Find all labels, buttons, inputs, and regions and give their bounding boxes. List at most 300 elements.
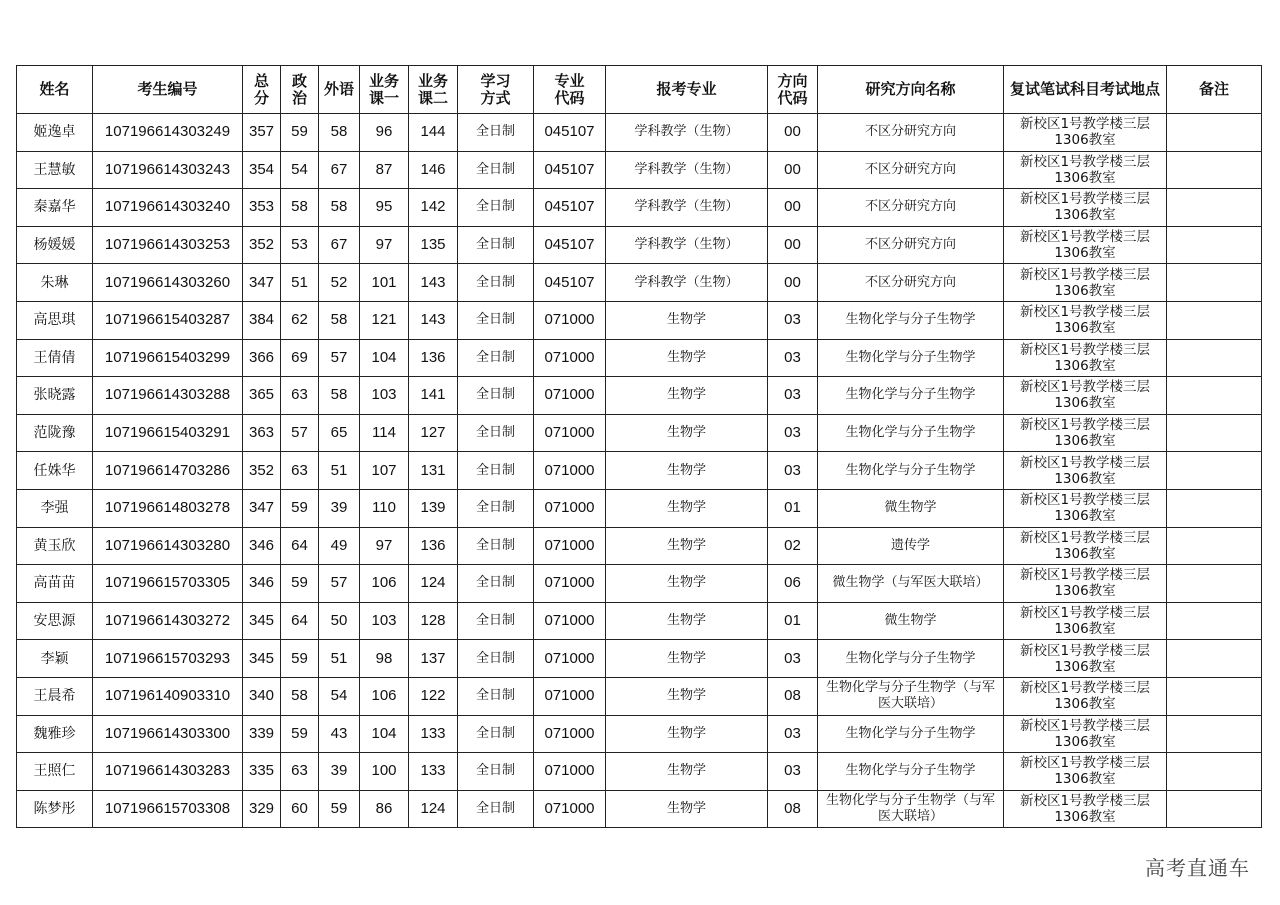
header-direction-name: 研究方向名称	[818, 66, 1004, 114]
cell-course2: 136	[409, 527, 458, 565]
cell-direction-name: 生物化学与分子生物学	[818, 452, 1004, 490]
admission-table	[16, 65, 1262, 828]
cell-direction-name: 生物化学与分子生物学	[818, 377, 1004, 415]
cell-exam-location: 新校区1号教学楼三层1306教室	[1004, 640, 1167, 678]
cell-major-code: 071000	[534, 377, 606, 415]
cell-remarks	[1167, 790, 1262, 828]
cell-politics: 59	[281, 715, 319, 753]
table-row	[17, 264, 1262, 302]
cell-remarks	[1167, 151, 1262, 189]
header-exam-id: 考生编号	[93, 66, 243, 114]
cell-major: 生物学	[606, 489, 768, 527]
cell-major-code: 045107	[534, 264, 606, 302]
cell-course2: 135	[409, 226, 458, 264]
cell-total: 354	[243, 151, 281, 189]
cell-study-mode: 全日制	[458, 790, 534, 828]
header-language: 外语	[319, 66, 360, 114]
cell-course1: 87	[360, 151, 409, 189]
cell-major: 学科教学（生物）	[606, 189, 768, 227]
cell-major: 学科教学（生物）	[606, 226, 768, 264]
cell-direction-name: 不区分研究方向	[818, 189, 1004, 227]
cell-remarks	[1167, 715, 1262, 753]
cell-course2: 122	[409, 677, 458, 715]
cell-major: 生物学	[606, 753, 768, 791]
cell-course2: 133	[409, 753, 458, 791]
header-row	[17, 66, 1262, 114]
cell-name: 范陇豫	[17, 414, 93, 452]
cell-total: 366	[243, 339, 281, 377]
cell-course1: 104	[360, 715, 409, 753]
cell-direction-code: 03	[768, 301, 818, 339]
cell-course2: 128	[409, 602, 458, 640]
cell-language: 51	[319, 452, 360, 490]
cell-exam-location: 新校区1号教学楼三层1306教室	[1004, 565, 1167, 603]
cell-course1: 97	[360, 527, 409, 565]
cell-remarks	[1167, 565, 1262, 603]
cell-study-mode: 全日制	[458, 565, 534, 603]
cell-exam-id: 107196614303280	[93, 527, 243, 565]
cell-exam-id: 107196615703308	[93, 790, 243, 828]
cell-exam-id: 107196614303260	[93, 264, 243, 302]
cell-exam-id: 107196615403291	[93, 414, 243, 452]
cell-remarks	[1167, 377, 1262, 415]
cell-direction-name: 不区分研究方向	[818, 114, 1004, 152]
cell-total: 352	[243, 226, 281, 264]
cell-politics: 64	[281, 602, 319, 640]
table-row	[17, 377, 1262, 415]
cell-name: 秦嘉华	[17, 189, 93, 227]
cell-name: 魏雅珍	[17, 715, 93, 753]
cell-course2: 143	[409, 264, 458, 302]
header-study-mode: 学习方式	[458, 66, 534, 114]
cell-exam-location: 新校区1号教学楼三层1306教室	[1004, 226, 1167, 264]
cell-exam-id: 107196614303240	[93, 189, 243, 227]
cell-exam-location: 新校区1号教学楼三层1306教室	[1004, 753, 1167, 791]
cell-exam-id: 107196615403287	[93, 301, 243, 339]
cell-remarks	[1167, 489, 1262, 527]
cell-politics: 51	[281, 264, 319, 302]
cell-total: 329	[243, 790, 281, 828]
cell-major: 生物学	[606, 565, 768, 603]
cell-remarks	[1167, 527, 1262, 565]
cell-name: 高思琪	[17, 301, 93, 339]
cell-direction-code: 08	[768, 677, 818, 715]
cell-course2: 136	[409, 339, 458, 377]
cell-remarks	[1167, 640, 1262, 678]
cell-name: 王慧敏	[17, 151, 93, 189]
cell-study-mode: 全日制	[458, 151, 534, 189]
cell-language: 67	[319, 151, 360, 189]
cell-study-mode: 全日制	[458, 226, 534, 264]
cell-language: 65	[319, 414, 360, 452]
cell-direction-code: 00	[768, 114, 818, 152]
cell-direction-code: 03	[768, 715, 818, 753]
cell-course1: 100	[360, 753, 409, 791]
cell-politics: 59	[281, 640, 319, 678]
cell-course1: 106	[360, 677, 409, 715]
cell-remarks	[1167, 414, 1262, 452]
cell-exam-location: 新校区1号教学楼三层1306教室	[1004, 602, 1167, 640]
cell-total: 345	[243, 602, 281, 640]
table-row	[17, 301, 1262, 339]
cell-course2: 131	[409, 452, 458, 490]
cell-language: 58	[319, 377, 360, 415]
cell-direction-name: 生物化学与分子生物学	[818, 414, 1004, 452]
cell-exam-id: 107196614303288	[93, 377, 243, 415]
cell-total: 346	[243, 565, 281, 603]
cell-exam-id: 107196140903310	[93, 677, 243, 715]
cell-direction-code: 06	[768, 565, 818, 603]
cell-total: 339	[243, 715, 281, 753]
cell-major: 生物学	[606, 715, 768, 753]
header-direction-code: 方向代码	[768, 66, 818, 114]
cell-major-code: 071000	[534, 753, 606, 791]
cell-major: 生物学	[606, 527, 768, 565]
cell-total: 363	[243, 414, 281, 452]
cell-direction-code: 00	[768, 151, 818, 189]
cell-direction-name: 微生物学	[818, 489, 1004, 527]
cell-language: 54	[319, 677, 360, 715]
cell-name: 李颖	[17, 640, 93, 678]
cell-major: 生物学	[606, 339, 768, 377]
cell-direction-name: 生物化学与分子生物学（与军医大联培）	[818, 790, 1004, 828]
cell-exam-id: 107196614303300	[93, 715, 243, 753]
cell-course1: 103	[360, 602, 409, 640]
header-course2: 业务课二	[409, 66, 458, 114]
cell-direction-code: 03	[768, 339, 818, 377]
cell-language: 43	[319, 715, 360, 753]
cell-total: 384	[243, 301, 281, 339]
cell-direction-name: 不区分研究方向	[818, 226, 1004, 264]
cell-study-mode: 全日制	[458, 264, 534, 302]
cell-exam-location: 新校区1号教学楼三层1306教室	[1004, 114, 1167, 152]
watermark: 高考直通车	[1145, 856, 1250, 880]
cell-study-mode: 全日制	[458, 452, 534, 490]
cell-remarks	[1167, 602, 1262, 640]
cell-major-code: 071000	[534, 489, 606, 527]
cell-politics: 58	[281, 677, 319, 715]
cell-direction-name: 生物化学与分子生物学	[818, 753, 1004, 791]
cell-total: 335	[243, 753, 281, 791]
cell-direction-name: 生物化学与分子生物学	[818, 339, 1004, 377]
cell-exam-id: 107196615703305	[93, 565, 243, 603]
cell-politics: 63	[281, 753, 319, 791]
cell-study-mode: 全日制	[458, 753, 534, 791]
cell-exam-location: 新校区1号教学楼三层1306教室	[1004, 715, 1167, 753]
cell-language: 39	[319, 489, 360, 527]
table-row	[17, 489, 1262, 527]
cell-politics: 59	[281, 489, 319, 527]
cell-major: 生物学	[606, 677, 768, 715]
cell-direction-code: 00	[768, 189, 818, 227]
table-row	[17, 790, 1262, 828]
cell-course2: 139	[409, 489, 458, 527]
header-major: 报考专业	[606, 66, 768, 114]
cell-direction-name: 不区分研究方向	[818, 151, 1004, 189]
cell-major-code: 045107	[534, 151, 606, 189]
cell-name: 姬逸卓	[17, 114, 93, 152]
table-row	[17, 189, 1262, 227]
cell-course1: 103	[360, 377, 409, 415]
cell-politics: 53	[281, 226, 319, 264]
cell-direction-name: 微生物学	[818, 602, 1004, 640]
cell-total: 365	[243, 377, 281, 415]
cell-direction-name: 生物化学与分子生物学（与军医大联培）	[818, 677, 1004, 715]
cell-study-mode: 全日制	[458, 602, 534, 640]
cell-total: 340	[243, 677, 281, 715]
table-row	[17, 677, 1262, 715]
cell-politics: 54	[281, 151, 319, 189]
cell-major: 生物学	[606, 301, 768, 339]
cell-direction-name: 微生物学（与军医大联培）	[818, 565, 1004, 603]
cell-remarks	[1167, 339, 1262, 377]
cell-exam-id: 107196614303253	[93, 226, 243, 264]
cell-language: 59	[319, 790, 360, 828]
cell-exam-location: 新校区1号教学楼三层1306教室	[1004, 527, 1167, 565]
cell-major-code: 045107	[534, 114, 606, 152]
cell-name: 杨媛媛	[17, 226, 93, 264]
cell-major: 生物学	[606, 640, 768, 678]
cell-total: 352	[243, 452, 281, 490]
cell-study-mode: 全日制	[458, 339, 534, 377]
cell-course1: 98	[360, 640, 409, 678]
cell-language: 57	[319, 339, 360, 377]
cell-language: 58	[319, 114, 360, 152]
cell-remarks	[1167, 677, 1262, 715]
cell-language: 52	[319, 264, 360, 302]
cell-direction-name: 遗传学	[818, 527, 1004, 565]
table-row	[17, 226, 1262, 264]
table-row	[17, 527, 1262, 565]
cell-politics: 64	[281, 527, 319, 565]
cell-direction-code: 03	[768, 377, 818, 415]
cell-exam-location: 新校区1号教学楼三层1306教室	[1004, 489, 1167, 527]
cell-language: 57	[319, 565, 360, 603]
cell-name: 任姝华	[17, 452, 93, 490]
header-name: 姓名	[17, 66, 93, 114]
cell-politics: 62	[281, 301, 319, 339]
cell-name: 王照仁	[17, 753, 93, 791]
cell-language: 39	[319, 753, 360, 791]
cell-course2: 142	[409, 189, 458, 227]
cell-major-code: 071000	[534, 565, 606, 603]
cell-name: 张晓露	[17, 377, 93, 415]
cell-major-code: 071000	[534, 790, 606, 828]
cell-major-code: 071000	[534, 452, 606, 490]
cell-major: 生物学	[606, 602, 768, 640]
cell-politics: 58	[281, 189, 319, 227]
cell-course2: 144	[409, 114, 458, 152]
cell-name: 高苗苗	[17, 565, 93, 603]
cell-name: 安思源	[17, 602, 93, 640]
cell-name: 王倩倩	[17, 339, 93, 377]
cell-language: 58	[319, 189, 360, 227]
table-row	[17, 339, 1262, 377]
cell-direction-code: 00	[768, 226, 818, 264]
cell-direction-code: 03	[768, 414, 818, 452]
header-exam-location: 复试笔试科目考试地点	[1004, 66, 1167, 114]
cell-course2: 141	[409, 377, 458, 415]
cell-direction-code: 08	[768, 790, 818, 828]
cell-direction-name: 不区分研究方向	[818, 264, 1004, 302]
cell-politics: 63	[281, 377, 319, 415]
table-row	[17, 640, 1262, 678]
cell-study-mode: 全日制	[458, 377, 534, 415]
cell-exam-location: 新校区1号教学楼三层1306教室	[1004, 189, 1167, 227]
cell-exam-id: 107196614303243	[93, 151, 243, 189]
cell-major-code: 071000	[534, 301, 606, 339]
cell-course2: 124	[409, 565, 458, 603]
cell-major-code: 071000	[534, 339, 606, 377]
cell-major-code: 071000	[534, 640, 606, 678]
cell-direction-code: 01	[768, 489, 818, 527]
cell-name: 王晨希	[17, 677, 93, 715]
cell-course1: 106	[360, 565, 409, 603]
cell-exam-id: 107196615403299	[93, 339, 243, 377]
cell-course1: 104	[360, 339, 409, 377]
cell-course2: 146	[409, 151, 458, 189]
cell-language: 67	[319, 226, 360, 264]
cell-exam-id: 107196614303283	[93, 753, 243, 791]
cell-politics: 69	[281, 339, 319, 377]
cell-course1: 121	[360, 301, 409, 339]
cell-remarks	[1167, 301, 1262, 339]
cell-course1: 114	[360, 414, 409, 452]
cell-course2: 143	[409, 301, 458, 339]
cell-language: 51	[319, 640, 360, 678]
cell-name: 黄玉欣	[17, 527, 93, 565]
cell-course1: 110	[360, 489, 409, 527]
cell-direction-code: 00	[768, 264, 818, 302]
cell-politics: 57	[281, 414, 319, 452]
cell-total: 347	[243, 264, 281, 302]
cell-course2: 124	[409, 790, 458, 828]
header-course1: 业务课一	[360, 66, 409, 114]
cell-exam-location: 新校区1号教学楼三层1306教室	[1004, 301, 1167, 339]
cell-exam-location: 新校区1号教学楼三层1306教室	[1004, 790, 1167, 828]
cell-major-code: 071000	[534, 715, 606, 753]
cell-major: 学科教学（生物）	[606, 114, 768, 152]
cell-exam-id: 107196614303272	[93, 602, 243, 640]
cell-exam-location: 新校区1号教学楼三层1306教室	[1004, 452, 1167, 490]
cell-major: 生物学	[606, 377, 768, 415]
cell-course2: 133	[409, 715, 458, 753]
cell-course1: 107	[360, 452, 409, 490]
cell-politics: 59	[281, 114, 319, 152]
cell-exam-id: 107196614703286	[93, 452, 243, 490]
cell-politics: 63	[281, 452, 319, 490]
cell-total: 346	[243, 527, 281, 565]
table-row	[17, 753, 1262, 791]
cell-study-mode: 全日制	[458, 414, 534, 452]
cell-major-code: 071000	[534, 527, 606, 565]
table-row	[17, 114, 1262, 152]
cell-study-mode: 全日制	[458, 715, 534, 753]
cell-major-code: 071000	[534, 414, 606, 452]
cell-course1: 86	[360, 790, 409, 828]
table-row	[17, 602, 1262, 640]
cell-course1: 95	[360, 189, 409, 227]
cell-total: 345	[243, 640, 281, 678]
table-row	[17, 565, 1262, 603]
cell-study-mode: 全日制	[458, 489, 534, 527]
table-body	[17, 114, 1262, 828]
cell-remarks	[1167, 189, 1262, 227]
cell-direction-name: 生物化学与分子生物学	[818, 715, 1004, 753]
cell-major-code: 045107	[534, 189, 606, 227]
table-row	[17, 452, 1262, 490]
cell-total: 347	[243, 489, 281, 527]
cell-politics: 60	[281, 790, 319, 828]
cell-direction-code: 01	[768, 602, 818, 640]
cell-course1: 97	[360, 226, 409, 264]
cell-major: 生物学	[606, 452, 768, 490]
table-row	[17, 715, 1262, 753]
cell-major-code: 071000	[534, 602, 606, 640]
cell-name: 李强	[17, 489, 93, 527]
table-row	[17, 151, 1262, 189]
cell-major: 生物学	[606, 790, 768, 828]
cell-language: 50	[319, 602, 360, 640]
header-politics: 政治	[281, 66, 319, 114]
header-total: 总分	[243, 66, 281, 114]
cell-study-mode: 全日制	[458, 301, 534, 339]
header-major-code: 专业代码	[534, 66, 606, 114]
cell-course1: 96	[360, 114, 409, 152]
cell-remarks	[1167, 226, 1262, 264]
cell-remarks	[1167, 114, 1262, 152]
cell-major: 学科教学（生物）	[606, 151, 768, 189]
cell-direction-name: 生物化学与分子生物学	[818, 301, 1004, 339]
cell-remarks	[1167, 753, 1262, 791]
cell-study-mode: 全日制	[458, 527, 534, 565]
cell-exam-id: 107196614803278	[93, 489, 243, 527]
cell-exam-location: 新校区1号教学楼三层1306教室	[1004, 151, 1167, 189]
cell-name: 陈梦彤	[17, 790, 93, 828]
cell-total: 357	[243, 114, 281, 152]
cell-exam-id: 107196614303249	[93, 114, 243, 152]
cell-direction-code: 03	[768, 452, 818, 490]
cell-exam-location: 新校区1号教学楼三层1306教室	[1004, 677, 1167, 715]
cell-exam-location: 新校区1号教学楼三层1306教室	[1004, 264, 1167, 302]
cell-language: 58	[319, 301, 360, 339]
cell-total: 353	[243, 189, 281, 227]
cell-language: 49	[319, 527, 360, 565]
cell-remarks	[1167, 264, 1262, 302]
header-remarks: 备注	[1167, 66, 1262, 114]
cell-major-code: 071000	[534, 677, 606, 715]
cell-exam-id: 107196615703293	[93, 640, 243, 678]
cell-exam-location: 新校区1号教学楼三层1306教室	[1004, 339, 1167, 377]
cell-course1: 101	[360, 264, 409, 302]
cell-course2: 137	[409, 640, 458, 678]
cell-major-code: 045107	[534, 226, 606, 264]
cell-remarks	[1167, 452, 1262, 490]
cell-study-mode: 全日制	[458, 677, 534, 715]
cell-direction-code: 03	[768, 753, 818, 791]
cell-major: 生物学	[606, 414, 768, 452]
cell-exam-location: 新校区1号教学楼三层1306教室	[1004, 377, 1167, 415]
cell-study-mode: 全日制	[458, 189, 534, 227]
cell-course2: 127	[409, 414, 458, 452]
cell-exam-location: 新校区1号教学楼三层1306教室	[1004, 414, 1167, 452]
cell-name: 朱琳	[17, 264, 93, 302]
cell-direction-name: 生物化学与分子生物学	[818, 640, 1004, 678]
cell-study-mode: 全日制	[458, 640, 534, 678]
table-row	[17, 414, 1262, 452]
cell-politics: 59	[281, 565, 319, 603]
cell-direction-code: 02	[768, 527, 818, 565]
